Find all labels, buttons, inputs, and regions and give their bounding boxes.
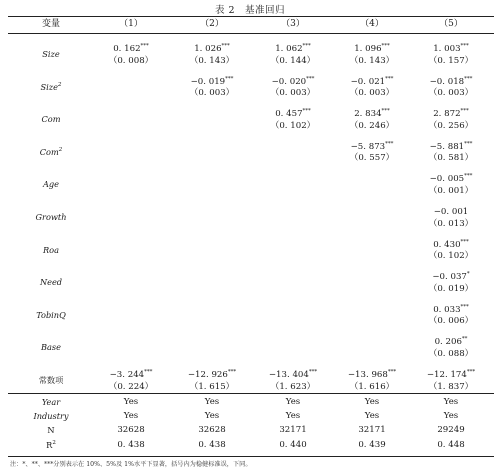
coef-cell: −3. 244*** <box>109 369 153 380</box>
significance-stars: *** <box>227 369 237 375</box>
coef-cell: 2. 834*** <box>354 108 390 120</box>
footer-label-0: Year <box>41 397 61 407</box>
coef-cell: 0. 162*** <box>113 43 149 54</box>
std-error-cell: （0. 003） <box>349 88 395 99</box>
footer-cell: 29249 <box>437 425 465 436</box>
coef-cell: 1. 026*** <box>194 43 230 54</box>
coef-cell: −5. 873*** <box>350 140 394 152</box>
row-label-3: Com$^2$ <box>39 146 63 157</box>
significance-stars: *** <box>308 369 318 375</box>
coef-cell: −0. 019*** <box>190 75 234 87</box>
row-label-7: Need <box>39 277 63 288</box>
column-header-4: （4） <box>360 19 384 29</box>
std-error-cell: （0. 013） <box>428 218 474 229</box>
row-label-6: Roa <box>43 244 59 255</box>
footer-cell: Yes <box>364 411 380 422</box>
std-error-cell: （0. 003） <box>270 88 316 99</box>
footer-cell: 0. 438 <box>198 439 226 450</box>
footer-cell: 32628 <box>117 425 145 436</box>
std-error-cell: （0. 256） <box>428 120 474 131</box>
significance-stars: *** <box>225 75 234 82</box>
significance-stars: * <box>466 271 470 278</box>
std-error-cell: （0. 102） <box>270 120 316 131</box>
header-rule <box>8 33 494 34</box>
significance-stars: *** <box>460 43 469 49</box>
significance-stars: *** <box>381 43 390 49</box>
coef-cell: −0. 001 <box>433 207 469 217</box>
std-error-cell: （0. 088） <box>428 348 474 359</box>
row-label-10: 常数项 <box>38 375 64 385</box>
footer-cell: 32171 <box>358 425 386 436</box>
significance-stars: *** <box>385 140 394 147</box>
footer-cell: Yes <box>204 397 220 407</box>
std-error-cell: （0. 003） <box>428 88 474 99</box>
std-error-cell: （0. 557） <box>349 153 395 164</box>
significance-stars: *** <box>140 43 149 49</box>
significance-stars: *** <box>381 108 390 115</box>
significance-stars: *** <box>460 108 469 115</box>
header-variable: 变量 <box>41 19 60 29</box>
coef-cell: 1. 062*** <box>275 43 311 54</box>
std-error-cell: （0. 001） <box>428 185 474 196</box>
std-error-cell: （0. 019） <box>428 283 474 294</box>
footer-cell: 0. 448 <box>437 439 465 450</box>
row-label-9: Base <box>41 342 61 353</box>
coef-cell: 2. 872*** <box>433 108 469 120</box>
std-error-cell: （0. 143） <box>349 55 395 66</box>
footer-label-1: Industry <box>33 411 69 422</box>
coef-cell: −0. 005*** <box>429 173 473 185</box>
std-error-cell: （0. 003） <box>189 88 235 99</box>
footer-cell: Yes <box>123 397 139 407</box>
footer-cell: Yes <box>364 397 380 407</box>
footer-cell: Yes <box>443 411 459 422</box>
std-error-cell: （0. 224） <box>108 381 154 392</box>
significance-stars: *** <box>387 369 397 375</box>
significance-stars: *** <box>221 43 230 49</box>
significance-stars: *** <box>460 238 469 245</box>
std-error-cell: （1. 615） <box>189 381 235 392</box>
significance-stars: *** <box>464 75 473 82</box>
coef-cell: 1. 003*** <box>433 43 469 54</box>
significance-stars: *** <box>385 75 394 82</box>
row-label-4: Age <box>43 179 59 190</box>
significance-stars: *** <box>464 140 473 147</box>
footer-cell: 32628 <box>198 425 226 436</box>
significance-stars: *** <box>306 75 315 82</box>
column-header-3: （3） <box>281 19 305 29</box>
coef-cell: −0. 018*** <box>429 75 473 87</box>
bottom-rule <box>8 456 494 457</box>
row-label-5: Growth <box>35 212 67 222</box>
column-header-2: （2） <box>200 19 224 29</box>
coef-cell: 1. 096*** <box>354 43 390 54</box>
row-label-1: Size$^2$ <box>40 81 62 92</box>
coef-cell: −0. 037* <box>432 271 470 283</box>
row-label-8: TobinQ <box>36 309 66 320</box>
std-error-cell: （1. 623） <box>270 381 316 392</box>
row-label-0: Size <box>42 49 60 59</box>
significance-stars: *** <box>464 173 473 180</box>
std-error-cell: （0. 102） <box>428 251 474 262</box>
footer-cell: Yes <box>123 411 139 422</box>
coef-cell: −0. 020*** <box>271 75 315 87</box>
footer-cell: 32171 <box>279 425 307 436</box>
coef-cell: 0. 033*** <box>433 303 469 315</box>
table-title: 表 2 基准回归 <box>214 5 286 16</box>
table-note: 注：*、**、***分别表示在 10%、5%及 1%水平下显著，括号内为稳健标准误，下同。 <box>10 461 252 468</box>
std-error-cell: （1. 616） <box>349 381 395 392</box>
significance-stars: *** <box>466 369 476 375</box>
footer-cell: 0. 440 <box>279 439 307 450</box>
std-error-cell: （0. 246） <box>349 120 395 131</box>
footer-cell: Yes <box>285 397 301 407</box>
footer-cell: Yes <box>285 411 301 422</box>
column-header-1: （1） <box>119 19 143 29</box>
footer-cell: 0. 439 <box>358 439 386 450</box>
significance-stars: *** <box>302 43 311 49</box>
coef-cell: 0. 206** <box>434 336 468 348</box>
significance-stars: *** <box>302 108 311 115</box>
std-error-cell: （0. 581） <box>428 153 474 164</box>
std-error-cell: （1. 837） <box>428 381 474 392</box>
coef-cell: −13. 404*** <box>268 369 318 380</box>
footer-label-3: $R^2$ <box>46 439 56 450</box>
significance-stars: *** <box>144 369 153 375</box>
coef-cell: −5. 881*** <box>429 140 473 152</box>
std-error-cell: （0. 006） <box>428 316 474 327</box>
top-rule <box>8 16 494 17</box>
std-error-cell: （0. 143） <box>189 55 235 66</box>
row-label-2: Com <box>41 114 61 125</box>
footer-cell: 0. 438 <box>117 439 145 450</box>
coef-cell: 0. 430*** <box>433 238 469 250</box>
std-error-cell: （0. 144） <box>270 55 316 66</box>
coef-cell: −0. 021*** <box>350 75 394 87</box>
significance-stars: *** <box>460 303 469 310</box>
coef-cell: 0. 457*** <box>275 108 311 120</box>
coef-cell: −13. 968*** <box>347 369 397 380</box>
std-error-cell: （0. 157） <box>428 55 474 66</box>
std-error-cell: （0. 008） <box>108 55 154 66</box>
significance-stars: ** <box>461 336 468 343</box>
column-header-5: （5） <box>439 19 463 29</box>
footer-cell: Yes <box>204 411 220 422</box>
footer-cell: Yes <box>443 397 459 407</box>
footer-label-2: N <box>47 425 55 436</box>
mid-rule <box>8 393 494 394</box>
coef-cell: −12. 926*** <box>187 369 237 380</box>
coef-cell: −12. 174*** <box>426 369 476 380</box>
